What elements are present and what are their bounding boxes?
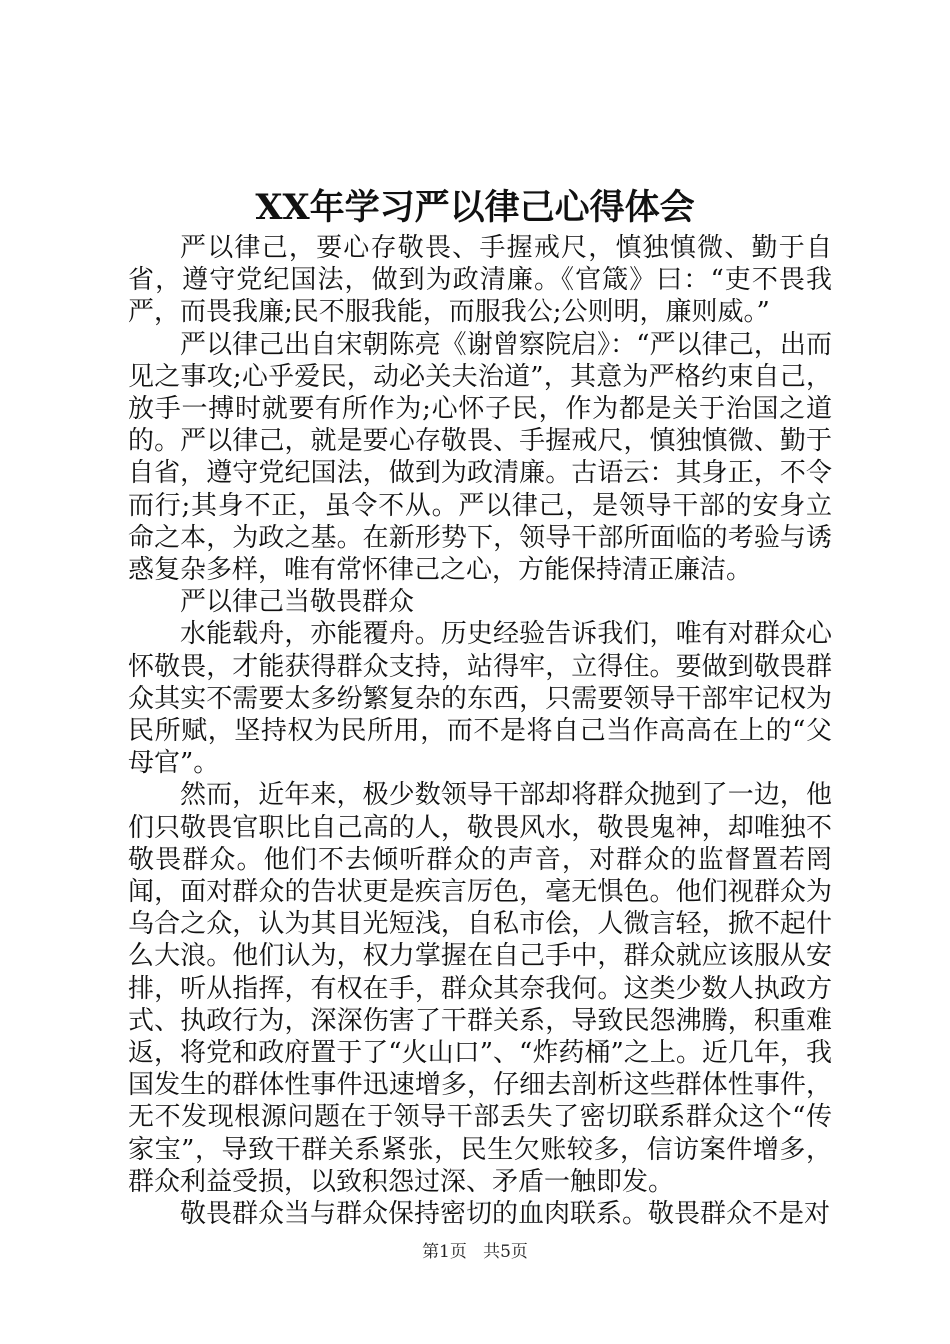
section-heading: 严以律己当敬畏群众 — [180, 587, 415, 618]
paragraph-1: 严以律己，要心存敬畏、手握戒尺，慎独慎微、勤于自省，遵守党纪国法，做到为政清廉。《官箴》曰：“吏不畏我严，而畏我廉;民不服我能，而服我公;公则明，廉则威。” — [128, 233, 832, 328]
paragraph-2: 严以律己出自宋朝陈亮《谢曾察院启》：“严以律己，出而见之事攻;心乎爱民，动必关夫治道”，其意为严格约束自己，放手一搏时就要有所作为;心怀子民，作为都是关于治国之道的。严以律己，就是要心存敬畏、手握戒尺，慎独慎微、勤于自省，遵守党纪国法，做到为政清廉。古语云：其身正，不令而行;其身不正，虽令不从。严以律己，是领导干部的安身立命之本，为政之基。在新形势下，领导干部所面临的考验与诱惑复杂多样，唯有常怀律己之心，方能保持清正廉洁。 — [128, 329, 832, 586]
footer-separator — [472, 1242, 477, 1262]
paragraph-3: 水能载舟，亦能覆舟。历史经验告诉我们，唯有对群众心怀敬畏，才能获得群众支持，站得牢，立得住。要做到敬畏群众其实不需要太多纷繁复杂的东西，只需要领导干部牢记权为民所赋，坚持权为民所用，而不是将自己当作高高在上的“父母官”。 — [128, 619, 832, 779]
document-title: XX年学习严以律己心得体会 — [255, 187, 695, 228]
document-body — [128, 232, 832, 1230]
total-pages: 共5页 — [483, 1242, 528, 1262]
paragraph-4: 然而，近年来，极少数领导干部却将群众抛到了一边，他们只敬畏官职比自己高的人，敬畏风水，敬畏鬼神，却唯独不敬畏群众。他们不去倾听群众的声音，对群众的监督置若罔闻，面对群众的告状更是疾言厉色，毫无惧色。他们视群众为乌合之众，认为其目光短浅，自私市侩，人微言轻，掀不起什么大浪。他们认为，权力掌握在自己手中，群众就应该服从安排，听从指挥，有权在手，群众其奈我何。这类少数人执政方式、执政行为，深深伤害了干群关系，导致民怨沸腾，积重难返，将党和政府置于了“火山口”、“炸药桶”之上。近几年，我国发生的群体性事件迅速增多，仔细去剖析这些群体性事件，无不发现根源问题在于领导干部丢失了密切联系群众这个“传家宝”，导致干群关系紧张，民生欠账较多，信访案件增多，群众利益受损，以致积怨过深、矛盾一触即发。 — [128, 780, 832, 1197]
paragraph-5: 敬畏群众当与群众保持密切的血肉联系。敬畏群众不是对 — [180, 1199, 831, 1230]
page-number: 第1页 — [422, 1242, 467, 1262]
page-footer — [0, 1240, 950, 1264]
